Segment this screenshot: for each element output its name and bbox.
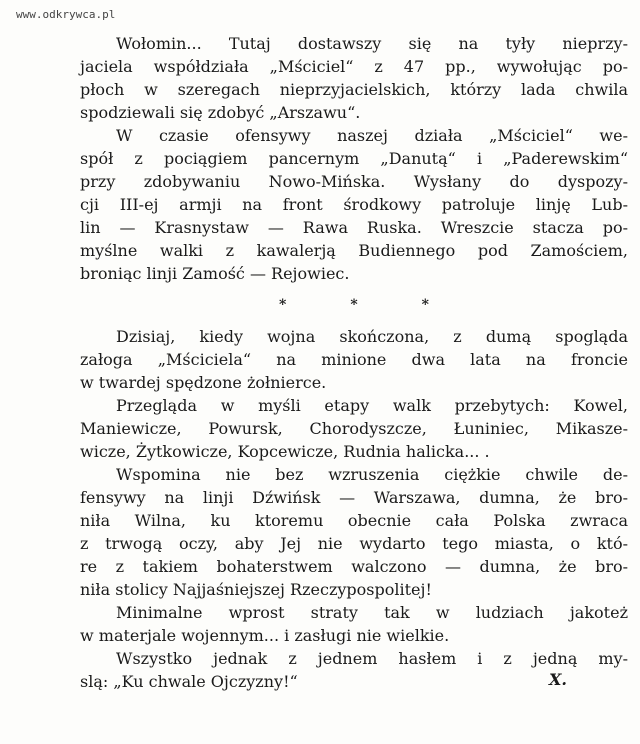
- text-line: Wszystko jednak z jednem hasłem i z jedną my-: [116, 649, 628, 668]
- paragraph-1: [80, 32, 628, 124]
- paragraph-4: [80, 394, 628, 463]
- section-separator: [80, 285, 628, 325]
- separator-star: *: [279, 297, 287, 313]
- text-line: załoga „Mściciela“ na minione dwa lata na froncie: [80, 350, 628, 369]
- text-line: płoch w szeregach nieprzyjacielskich, którzy lada chwila: [80, 80, 628, 99]
- paragraph-5: [80, 463, 628, 601]
- text-line: spodziewali się zdobyć „Arszawu“.: [80, 103, 361, 122]
- paragraph-7: [80, 647, 628, 693]
- text-line: slą: „Ku chwale Ojczyzny!“: [80, 672, 298, 691]
- text-line: W czasie ofensywy naszej działa „Mściciel“ we-: [116, 126, 628, 145]
- separator-star: *: [350, 297, 358, 313]
- text-line: myślne walki z kawalerją Budiennego pod Zamościem,: [80, 241, 628, 260]
- text-line: wicze, Żytkowicze, Kopcewicze, Rudnia halicka... .: [80, 442, 490, 461]
- text-line: spół z pociągiem pancernym „Danutą“ i „Paderewskim“: [80, 149, 628, 168]
- text-line: Dzisiaj, kiedy wojna skończona, z dumą spogląda: [116, 327, 628, 346]
- paragraph-6: [80, 601, 628, 647]
- text-line: niła Wilna, ku ktoremu obecnie cała Polska zwraca: [80, 511, 628, 530]
- text-line: Maniewicze, Powursk, Chorodyszcze, Łuniniec, Mikasze-: [80, 419, 628, 438]
- text-line: Przegląda w myśli etapy walk przebytych: Kowel,: [116, 396, 628, 415]
- text-line: przy zdobywaniu Nowo-Mińska. Wysłany do dyspozy-: [80, 172, 628, 191]
- article-page: [80, 32, 628, 693]
- text-line: cji III-ej armji na front środkowy patroluje linję Lub-: [80, 195, 628, 214]
- text-line: Minimalne wprost straty tak w ludziach jakoteż: [116, 603, 628, 622]
- text-line: w materjale wojennym... i zasługi nie wielkie.: [80, 626, 450, 645]
- author-signature: X.: [549, 670, 567, 689]
- text-line: niła stolicy Najjaśniejszej Rzeczypospolitej!: [80, 580, 432, 599]
- watermark: www.odkrywca.pl: [16, 8, 116, 21]
- text-line: fensywy na linji Dźwińsk — Warszawa, dumna, że bro-: [80, 488, 628, 507]
- text-line: Wspomina nie bez wzruszenia ciężkie chwile de-: [116, 465, 628, 484]
- text-line: re z takiem bohaterstwem walczono — dumna, że bro-: [80, 557, 628, 576]
- text-line: w twardej spędzone żołnierce.: [80, 373, 327, 392]
- text-line: jaciela współdziała „Mściciel“ z 47 pp., wywołując po-: [80, 57, 628, 76]
- text-line: z trwogą oczy, aby Jej nie wydarto tego miasta, o któ-: [80, 534, 628, 553]
- text-line: lin — Krasnystaw — Rawa Ruska. Wreszcie stacza po-: [80, 218, 628, 237]
- paragraph-3: [80, 325, 628, 394]
- paragraph-2: [80, 124, 628, 285]
- separator-star: *: [421, 297, 429, 313]
- text-line: Wołomin... Tutaj dostawszy się na tyły nieprzy-: [116, 34, 628, 53]
- text-line: broniąc linji Zamość — Rejowiec.: [80, 264, 350, 283]
